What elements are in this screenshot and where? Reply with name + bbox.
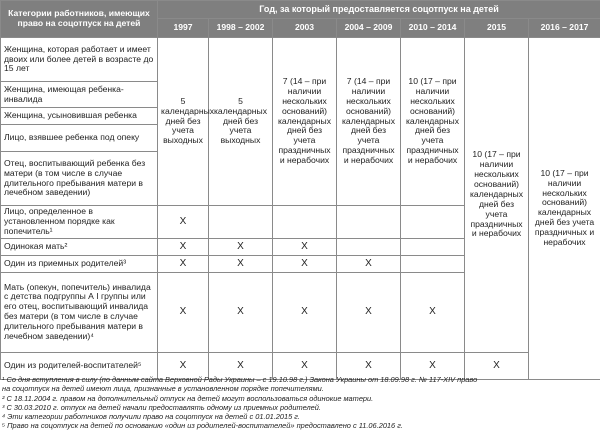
category-cell: Лицо, определенное в установленном порядке как попечитель¹ [1,206,158,239]
footnote-line: ⁴ Эти категории работников получили право на соцотпуск на детей с 01.01.2015 г. [2,412,300,421]
footnote-line: ¹ Со дня вступления в силу (по данным сайта Верховной Рады Украины – с 19.10.98 г.) Закона Украины от 18.09.98 г. № 117-XIV право [2,375,478,384]
value-cell-1998-2002: 5 календарных дней без учета выходных [209,38,273,206]
mark-cell: X [209,238,273,255]
category-cell: Отец, воспитывающий ребенка без матери (в том числе в случае длительного пребывания матери в лечебном заведении) [1,152,158,206]
mark-cell: X [209,352,273,379]
mark-cell: X [209,255,273,272]
mark-cell: X [401,272,465,352]
value-cell-1997: 5 календарных дней без учета выходных [158,38,209,206]
category-cell: Мать (опекун, попечитель) инвалида с детства подгруппы А I группы или его отец, воспитывающий инвалида без матери (в том числе в случае длительного пребывания матери в лечебном заведении)⁴ [1,272,158,352]
mark-cell: X [273,352,337,379]
empty-cell [401,206,465,239]
footnote-line: ² С 18.11.2004 г. правом на дополнительный отпуск на детей могут воспользоваться одинокие матери. [2,393,374,403]
footnote-line: ⁵ Право на соцотпуск на детей по основанию «один из родителей-воспитателей» предоставлено с 11.06.2016 г. [2,421,403,431]
footnotes [2,375,598,431]
mark-cell: X [158,352,209,379]
empty-cell [209,206,273,239]
empty-cell [273,206,337,239]
category-cell: Лицо, взявшее ребенка под опеку [1,125,158,152]
mark-cell: X [337,255,401,272]
mark-cell: X [273,272,337,352]
footnote-line: ³ С 30.03.2010 г. отпуск на детей начали предоставлять одному из приемных родителей. [2,402,321,412]
header-year: 1998 – 2002 [209,19,273,38]
mark-cell: X [158,238,209,255]
mark-cell: X [273,238,337,255]
empty-cell [401,238,465,255]
mark-cell: X [337,352,401,379]
category-cell: Женщина, усыновившая ребенка [1,108,158,125]
value-cell-2016-2017: 10 (17 – при наличии нескольких оснований) календарных дней без учета праздничных и нерабочих [529,38,600,380]
mark-cell: X [337,272,401,352]
empty-cell [337,238,401,255]
mark-cell: X [401,352,465,379]
empty-cell [401,255,465,272]
empty-cell [337,206,401,239]
mark-cell: X [209,272,273,352]
category-cell: Одинокая мать² [1,238,158,255]
value-cell-2015: 10 (17 – при наличии нескольких оснований) календарных дней без учета праздничных и нерабочих [465,38,529,353]
header-year: 2004 – 2009 [337,19,401,38]
value-cell-2003: 7 (14 – при наличии нескольких оснований) календарных дней без учета праздничных и нерабочих [273,38,337,206]
header-year: 2016 – 2017 [529,19,600,38]
category-cell: Женщина, имеющая ребенка-инвалида [1,82,158,108]
mark-cell: X [158,272,209,352]
category-cell: Женщина, которая работает и имеет двоих или более детей в возрасте до 15 лет [1,38,158,82]
value-cell-2010-2014: 10 (17 – при наличии нескольких оснований) календарных дней без учета праздничных и нерабочих [401,38,465,206]
header-year-group: Год, за который предоставляется соцотпуск на детей [158,1,600,19]
footnote-line: на соцотпуск на детей имеют лица, признанные в установленном порядке попечителями. [2,384,324,394]
header-year: 2010 – 2014 [401,19,465,38]
header-categories: Категории работников, имеющих право на соцотпуск на детей [1,1,158,38]
mark-cell: X [465,352,529,379]
category-cell: Один из приемных родителей³ [1,255,158,272]
header-year: 2015 [465,19,529,38]
value-cell-2004-2009: 7 (14 – при наличии нескольких оснований) календарных дней без учета праздничных и нерабочих [337,38,401,206]
category-cell: Один из родителей-воспитателей⁵ [1,352,158,379]
mark-cell: X [273,255,337,272]
header-year: 1997 [158,19,209,38]
mark-cell: X [158,206,209,239]
mark-cell: X [158,255,209,272]
header-year: 2003 [273,19,337,38]
